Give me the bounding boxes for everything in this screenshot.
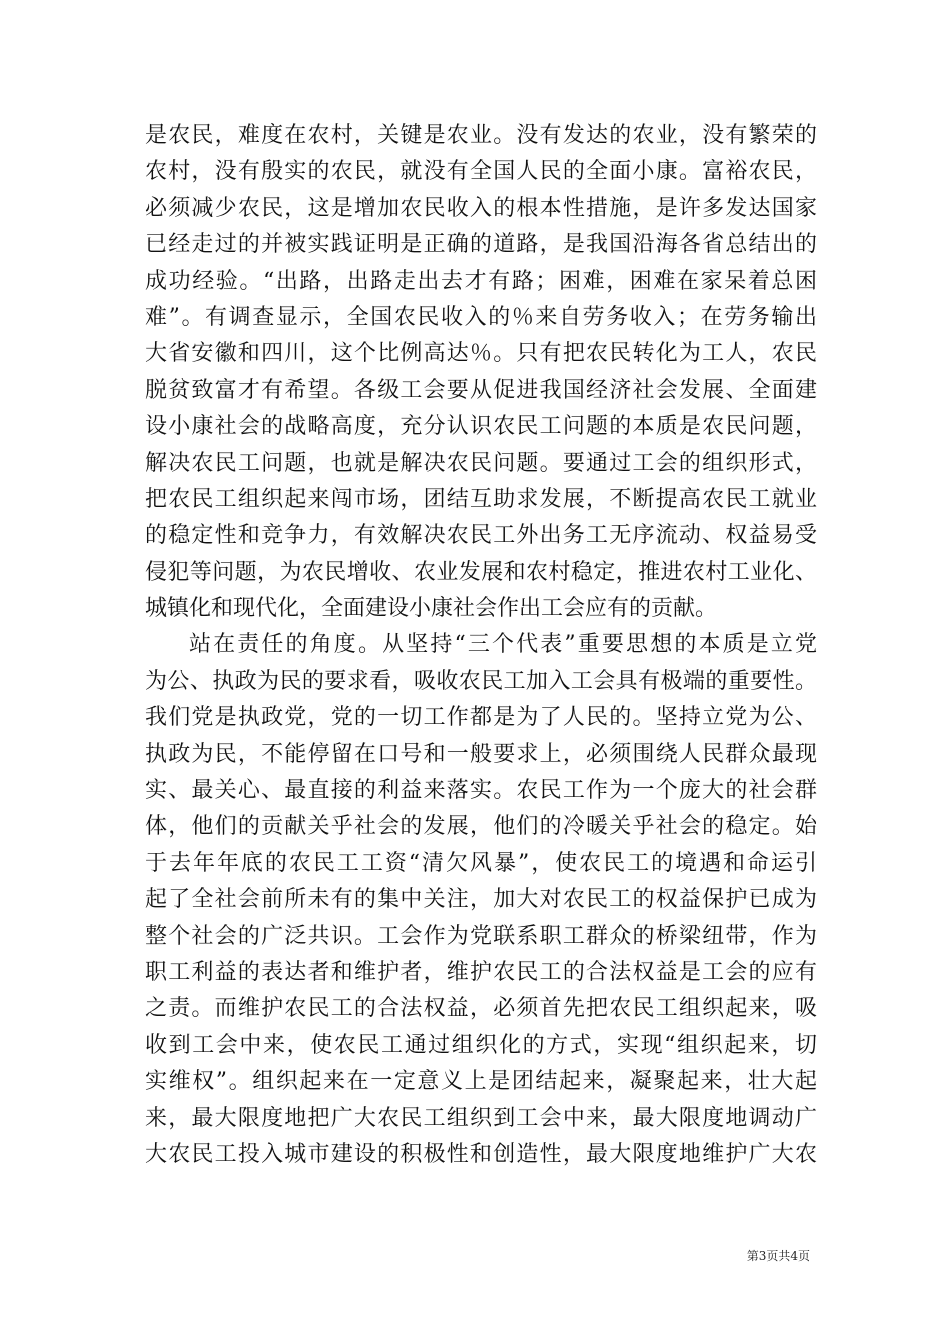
- text-line: 职工利益的表达者和维护者，维护农民工的合法权益是工会的应有: [145, 959, 817, 985]
- text-line: 的稳定性和竞争力，有效解决农民工外出务工无序流动、权益易受: [145, 523, 817, 549]
- page-number: 第3页共4页: [746, 1249, 810, 1263]
- text-line: 侵犯等问题，为农民增收、农业发展和农村稳定，推进农村工业化、: [145, 559, 817, 585]
- text-line: 起了全社会前所未有的集中关注，加大对农民工的权益保护已成为: [145, 887, 817, 913]
- paragraph-income: [145, 118, 817, 627]
- text-line: 体，他们的贡献关乎社会的发展，他们的冷暖关乎社会的稳定。始: [145, 814, 817, 840]
- text-line: 大农民工投入城市建设的积极性和创造性，最大限度地维护广大农: [145, 1141, 817, 1167]
- text-line: 实、最关心、最直接的利益来落实。农民工作为一个庞大的社会群: [145, 778, 817, 804]
- text-line: 设小康社会的战略高度，充分认识农民工问题的本质是农民问题，: [145, 414, 817, 440]
- body-text: [145, 118, 817, 1173]
- text-line: 解决农民工问题，也就是解决农民问题。要通过工会的组织形式，: [145, 450, 817, 476]
- text-line: 执政为民，不能停留在口号和一般要求上，必须围绕人民群众最现: [145, 741, 817, 767]
- text-line: 之责。而维护农民工的合法权益，必须首先把农民工组织起来，吸: [145, 996, 817, 1022]
- text-line: 难”。有调查显示，全国农民收入的％来自劳务收入；在劳务输出: [145, 304, 817, 330]
- text-line: 我们党是执政党，党的一切工作都是为了人民的。坚持立党为公、: [145, 705, 817, 731]
- text-line: 城镇化和现代化，全面建设小康社会作出工会应有的贡献。: [145, 596, 718, 622]
- text-line: 已经走过的并被实践证明是正确的道路，是我国沿海各省总结出的: [145, 232, 817, 258]
- text-line: 实维权”。组织起来在一定意义上是团结起来，凝聚起来，壮大起: [145, 1069, 817, 1095]
- text-line: 成功经验。“出路，出路走出去才有路；困难，困难在家呆着总困: [145, 268, 817, 294]
- paragraph-responsibility: [145, 627, 817, 1173]
- text-line: 脱贫致富才有希望。各级工会要从促进我国经济社会发展、全面建: [145, 377, 817, 403]
- text-line: 站在责任的角度。从坚持“三个代表”重要思想的本质是立党: [189, 632, 817, 658]
- text-line: 来，最大限度地把广大农民工组织到工会中来，最大限度地调动广: [145, 1105, 817, 1131]
- text-line: 整个社会的广泛共识。工会作为党联系职工群众的桥梁纽带，作为: [145, 923, 817, 949]
- text-line: 为公、执政为民的要求看，吸收农民工加入工会具有极端的重要性。: [145, 668, 817, 694]
- text-line: 于去年年底的农民工工资“清欠风暴”，使农民工的境遇和命运引: [145, 850, 817, 876]
- text-line: 大省安徽和四川，这个比例高达％。只有把农民转化为工人，农民: [145, 341, 817, 367]
- text-line: 农村，没有殷实的农民，就没有全国人民的全面小康。富裕农民，: [145, 159, 817, 185]
- text-line: 收到工会中来，使农民工通过组织化的方式，实现“组织起来，切: [145, 1032, 817, 1058]
- text-line: 把农民工组织起来闯市场，团结互助求发展，不断提高农民工就业: [145, 486, 817, 512]
- text-line: 必须减少农民，这是增加农民收入的根本性措施，是许多发达国家: [145, 195, 817, 221]
- text-line: 是农民，难度在农村，关键是农业。没有发达的农业，没有繁荣的: [145, 123, 817, 148]
